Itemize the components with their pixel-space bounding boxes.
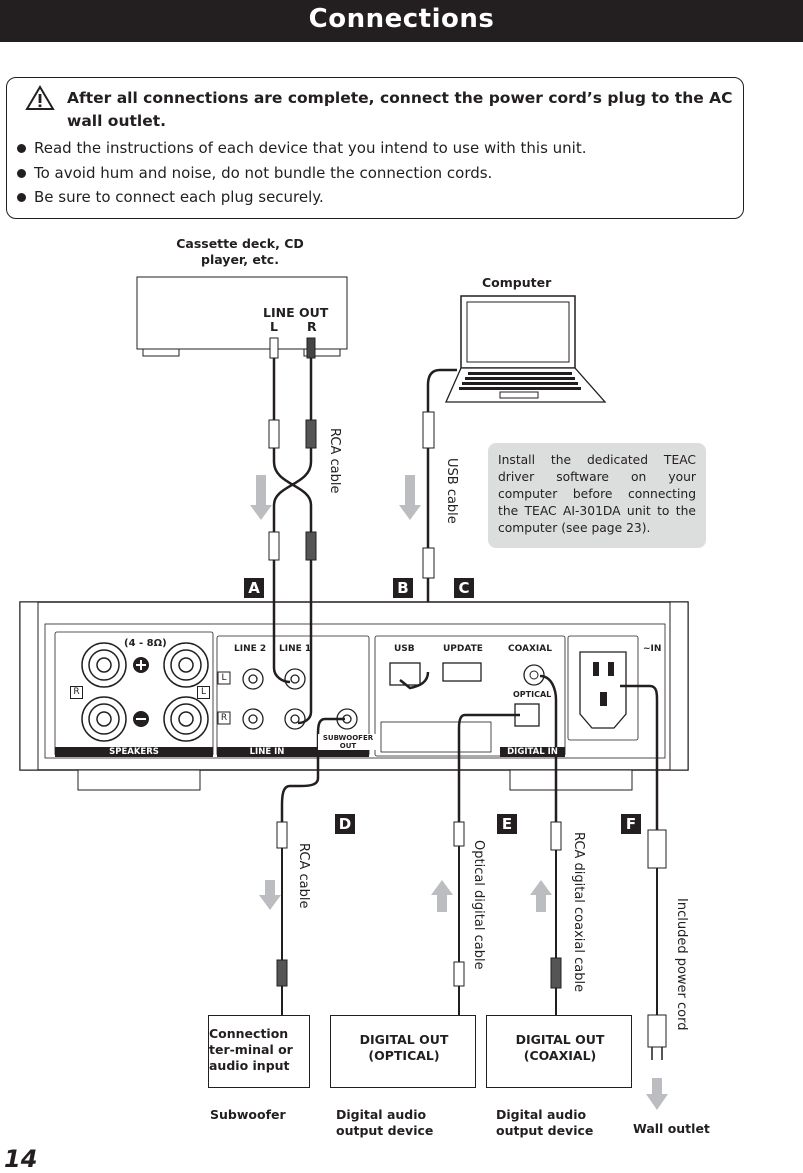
caution-heading: After all connections are complete, connect the power cord’s plug to the AC wall outlet. (67, 89, 733, 130)
laptop-icon (446, 296, 605, 402)
page-title: Connections (308, 4, 495, 34)
flow-arrow (250, 475, 272, 520)
cassette-deck-label: Cassette deck, CD player, etc. (176, 236, 304, 267)
subwoofer-out-label (318, 734, 378, 750)
subwoofer-label: Subwoofer (210, 1107, 286, 1122)
digital-in-label: DIGITAL IN (507, 747, 558, 757)
tag-c: C (454, 578, 474, 598)
line2-label: LINE 2 (234, 644, 267, 654)
flow-arrow (259, 880, 281, 910)
subwoofer-out-line2: OUT (339, 742, 357, 750)
coaxial-cable-label: RCA digital coaxial cable (571, 832, 586, 993)
line-in-r-label: R (220, 713, 228, 723)
usb-port-label: USB (394, 644, 415, 654)
coaxial-box-label: DIGITAL OUT (COAXIAL) (515, 1032, 605, 1063)
power-cord-label: Included power cord (674, 898, 689, 1031)
line1-label: LINE 1 (279, 644, 312, 654)
rca-cable-top (269, 358, 316, 600)
ac-in-label: ~IN (643, 644, 662, 654)
update-port-label: UPDATE (443, 644, 483, 654)
line-out-label: LINE OUT (263, 305, 329, 320)
caution-bullet: To avoid hum and noise, do not bundle the connection cords. (17, 161, 587, 186)
speaker-l-label: L (197, 686, 210, 699)
speaker-impedance-label: (4 - 8Ω) (124, 638, 167, 649)
flow-arrow (399, 475, 421, 520)
caution-bullet: Read the instructions of each device that you intend to use with this unit. (17, 136, 587, 161)
line-in-label: LINE IN (249, 747, 285, 757)
optical-output-device (330, 1015, 476, 1088)
tag-a: A (244, 578, 264, 598)
driver-note-text: Install the dedicated TEAC driver software on your computer before connecting the TEAC AI-301DA unit to the computer (see page 23). (498, 453, 696, 535)
line-out-r-label: R (307, 319, 317, 334)
optical-port-label: OPTICAL (513, 690, 552, 699)
coaxial-output-device (486, 1015, 632, 1088)
speakers-label: SPEAKERS (109, 747, 159, 757)
subwoofer-box-label: Connection ter-minal or audio input (209, 1026, 293, 1073)
caution-bullet: Be sure to connect each plug securely. (17, 185, 587, 210)
optical-device-label: Digital audio output device (336, 1107, 434, 1138)
rca-cable-bottom-label: RCA cable (296, 843, 311, 909)
coaxial-port-label: COAXIAL (508, 644, 552, 654)
tag-b: B (393, 578, 413, 598)
flow-arrow (431, 880, 453, 912)
tag-e: E (497, 814, 517, 834)
optical-box-label: DIGITAL OUT (OPTICAL) (359, 1032, 449, 1063)
line-in-l-label: L (221, 673, 227, 683)
amplifier-back-panel (20, 602, 688, 790)
usb-cable-label: USB cable (444, 458, 459, 524)
line-out-l-label: L (270, 319, 278, 334)
driver-note (488, 443, 706, 548)
flow-arrow (530, 880, 552, 912)
speaker-r-label: R (70, 686, 83, 699)
subwoofer-device (208, 1015, 310, 1088)
flow-arrow (646, 1078, 668, 1110)
tag-d: D (335, 814, 355, 834)
coaxial-device-label: Digital audio output device (496, 1107, 594, 1138)
wall-outlet-label: Wall outlet (633, 1121, 710, 1136)
subwoofer-out-line1: SUBWOOFER (322, 734, 374, 742)
computer-label: Computer (482, 275, 552, 290)
tag-f: F (621, 814, 641, 834)
rca-cable-top-label: RCA cable (327, 428, 342, 494)
page-number: 14 (4, 1145, 38, 1173)
optical-cable-label: Optical digital cable (471, 840, 486, 970)
